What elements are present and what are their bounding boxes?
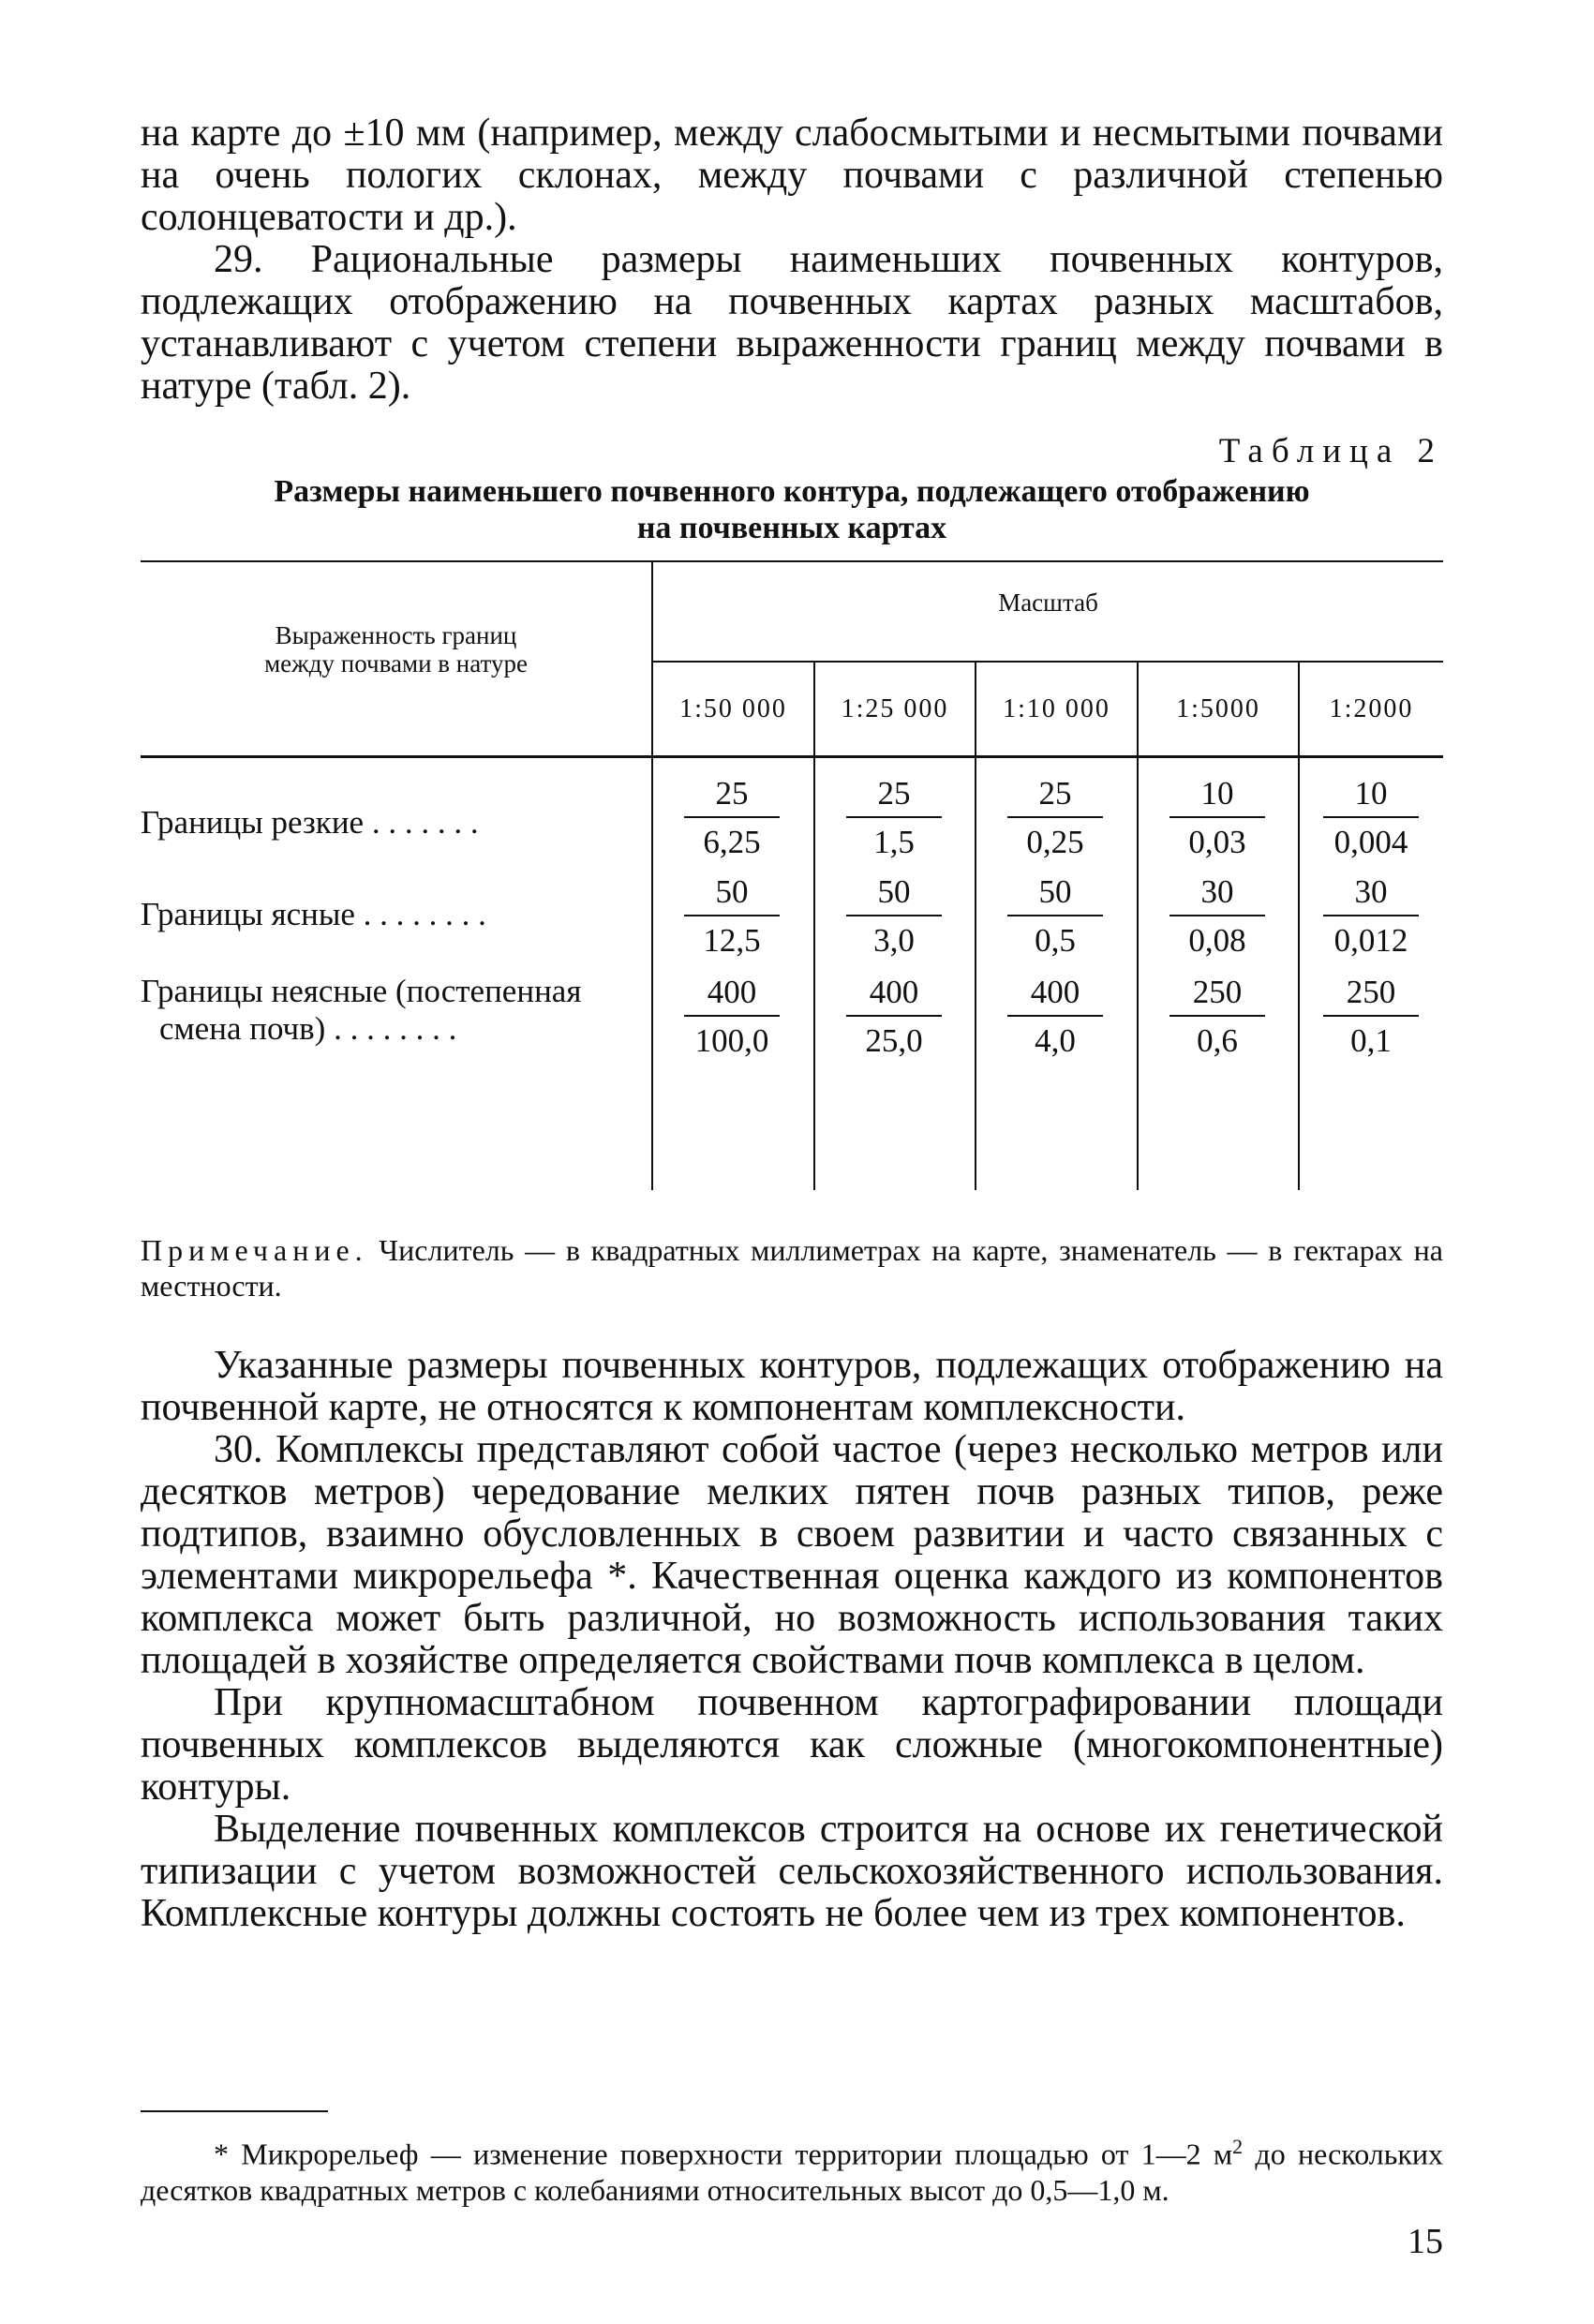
table-title-line1: Размеры наименьшего почвенного контура, подлежащего отображению [274,474,1310,509]
numerator: 400 [1030,974,1080,1010]
row-header-line2: между почвами в натуре [264,649,528,678]
scale-1-25000: 1:25 000 [841,694,949,723]
table-cell [1004,771,1107,867]
table-cell [842,771,946,867]
row-label-line: Границы неясные (постепенная [141,973,582,1009]
scale-1-5000: 1:5000 [1176,694,1260,723]
numerator: 50 [715,873,749,910]
numerator: 10 [1200,775,1234,812]
row-label-clear [141,896,486,933]
row-label-sharp [141,804,479,842]
denominator: 0,004 [1333,824,1408,860]
denominator: 12,5 [703,922,761,959]
footnote-text-rest: до нескольких десятков квадратных метров с колебаниями относительных высот до 0,5—1,0 м. [141,2137,1443,2207]
body-text [141,1345,1443,1935]
denominator: 4,0 [1035,1022,1076,1059]
note-text: Числитель — в квадратных миллиметрах на карте, знаменатель — в гектарах на местности. [141,1233,1443,1303]
scale-header: Масштаб [998,588,1098,617]
paragraph-29: 29. Рациональные размеры наименьших почвенных контуров, подлежащих отображению на почвенных картах разных масштабов, устанавливают с учетом степени выраженности границ между почвами в натуре (табл. 2). [141,238,1443,408]
numerator: 400 [707,974,757,1010]
paragraph-complexes: Выделение почвенных комплексов строится на основе их генетической типизации с учетом возможностей сельскохозяйственного использования. Комплексные контуры должны состоять не более чем из трех компонентов. [141,1808,1443,1935]
denominator: 0,25 [1026,824,1084,860]
scale-1-10000: 1:10 000 [1003,694,1110,723]
row-label-unclear [141,973,581,1048]
table-cell [1319,771,1423,867]
numerator: 25 [1038,775,1072,812]
table-cell [1166,970,1269,1065]
column-divider [975,662,976,1190]
numerator: 50 [1038,873,1072,910]
denominator: 0,08 [1188,922,1246,959]
row-header-line1: Выраженность границ [275,621,517,649]
numerator: 10 [1354,775,1388,812]
numerator: 25 [715,775,749,812]
intro-paragraph: на карте до ±10 мм (например, между слабосмытыми и несмытыми почвами на очень пологих склонах, между почвами с различной степенью солонцеватости и др.). [141,112,1443,239]
column-divider [1298,662,1300,1190]
table-note [141,1232,1443,1304]
denominator: 0,1 [1350,1022,1392,1059]
page-number: 15 [1408,2222,1443,2261]
numerator: 25 [877,775,911,812]
column-divider [651,560,653,1190]
note-label: Примечание. [141,1233,368,1267]
table-cell [680,970,783,1065]
header-bottom-rule [141,755,1443,758]
row-label-line: смена почв) . . . . . . . . [159,1010,457,1047]
denominator: 0,6 [1197,1022,1238,1059]
scale-1-50000: 1:50 000 [679,694,787,723]
denominator: 1,5 [873,824,915,860]
table-title [141,473,1443,546]
footnote-rule [141,2110,328,2112]
row-header [141,621,651,678]
denominator: 100,0 [694,1022,769,1059]
denominator: 0,03 [1188,824,1246,860]
column-divider [813,662,815,1190]
numerator: 50 [877,873,911,910]
table-cell [842,870,946,965]
numerator: 250 [1346,974,1396,1010]
table-cell [1166,771,1269,867]
row-label-line: Границы ясные . . . . . . . . [141,896,486,932]
denominator: 25,0 [865,1022,923,1059]
paragraph-mapping: При крупномасштабном почвенном картографировании площади почвенных комплексов выделяются как сложные (многокомпонентные) контуры. [141,1681,1443,1809]
row-label-line: Границы резкие . . . . . . . [141,804,479,841]
table-cell [1166,870,1269,965]
numerator: 250 [1192,974,1243,1010]
table-cell [842,970,946,1065]
table-cell [680,870,783,965]
footnote [141,2129,1443,2208]
denominator: 0,5 [1035,922,1076,959]
document-page [141,112,1443,2261]
scale-1-2000: 1:2000 [1329,694,1414,723]
table-cell [1004,870,1107,965]
table-cell [1004,970,1107,1065]
footnote-text: * Микрорельеф — изменение поверхности территории площадью от 1—2 м [214,2137,1233,2171]
paragraph-30: 30. Комплексы представляют собой частое (через несколько метров или десятков метров) чередование мелких пятен почв разных типов, реже подтипов, взаимно обусловленных в своем развитии и часто связанных с элементами микрорельефа *. Качественная оценка каждого из компонентов комплекса может быть различной, но возможность использования таких площадей в хозяйстве определяется свойствами почв комплекса в целом. [141,1428,1443,1682]
denominator: 0,012 [1333,922,1408,959]
table-title-line2: на почвенных картах [636,511,947,545]
table-cell [1319,970,1423,1065]
paragraph-sizes: Указанные размеры почвенных контуров, подлежащих отображению на почвенной карте, не относятся к компонентам комплексности. [141,1344,1443,1429]
numerator: 400 [869,974,919,1010]
numerator: 30 [1200,873,1234,910]
footnote-superscript: 2 [1232,2135,1244,2158]
table-cell [1319,870,1423,965]
scale-header-rule [653,661,1443,663]
soil-contour-table [141,560,1443,1198]
numerator: 30 [1354,873,1388,910]
table-label: Таблица 2 [1218,432,1443,470]
table-top-rule [141,560,1443,562]
column-divider [1137,662,1139,1190]
denominator: 6,25 [703,824,761,860]
denominator: 3,0 [873,922,915,959]
table-cell [680,771,783,867]
